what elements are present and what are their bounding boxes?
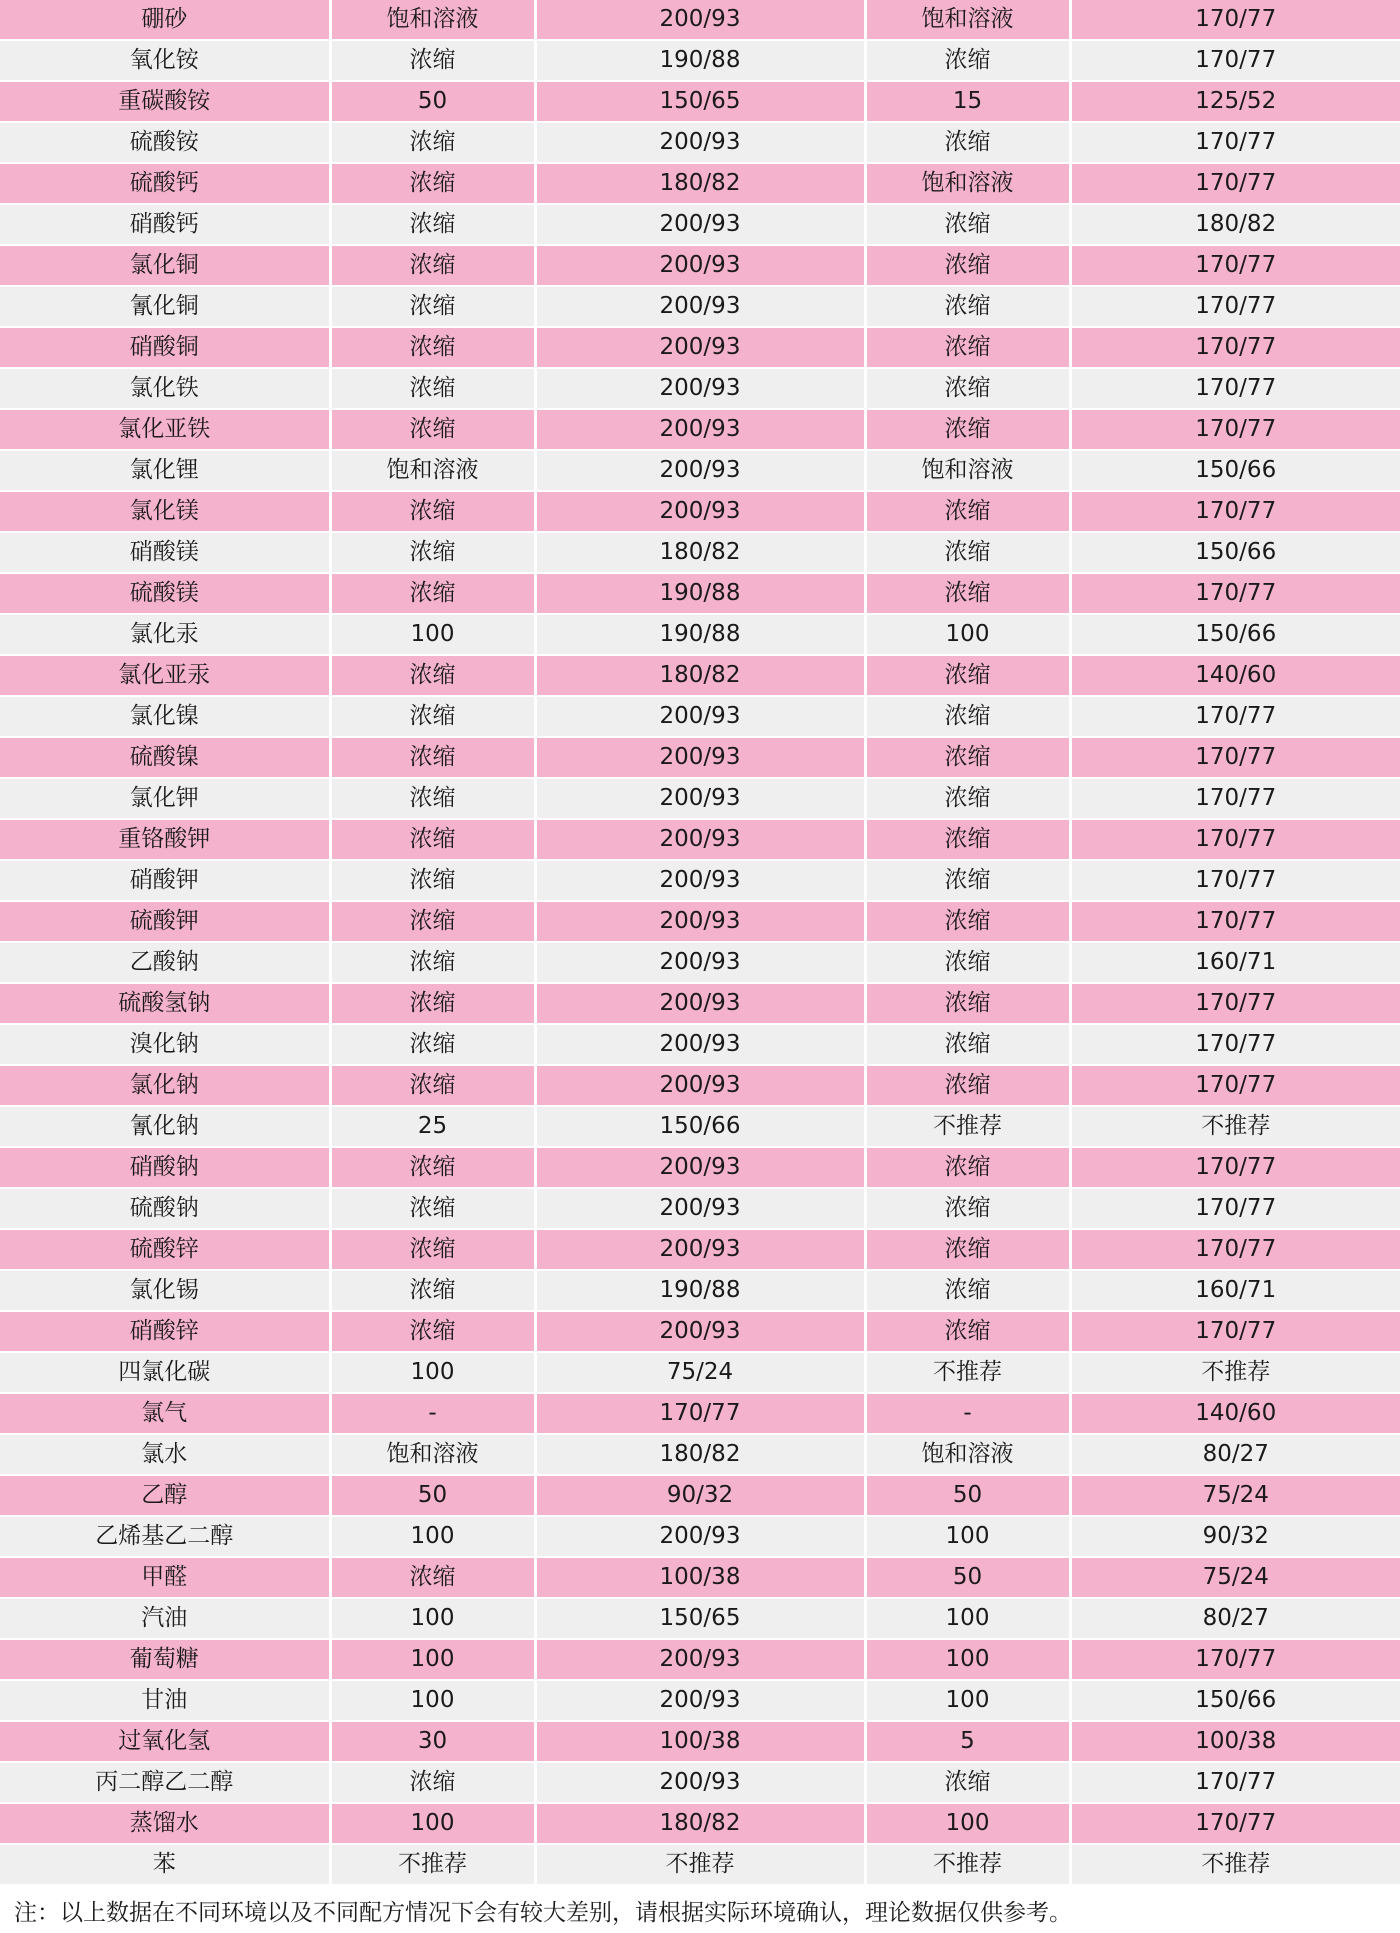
table-row <box>0 614 1400 655</box>
table-row <box>0 1721 1400 1762</box>
table-row <box>0 696 1400 737</box>
concentration-b-cell: 浓缩 <box>865 40 1070 81</box>
table-row <box>0 409 1400 450</box>
concentration-b-cell: 浓缩 <box>865 1065 1070 1106</box>
max-temp-b-cell: 80/27 <box>1070 1598 1400 1639</box>
max-temp-b-cell: 140/60 <box>1070 655 1400 696</box>
chemical-name-cell: 硝酸镁 <box>0 532 330 573</box>
concentration-a-cell: 浓缩 <box>330 901 535 942</box>
concentration-b-cell: 浓缩 <box>865 1147 1070 1188</box>
concentration-a-cell: 浓缩 <box>330 40 535 81</box>
concentration-a-cell: 不推荐 <box>330 1844 535 1885</box>
concentration-a-cell: 浓缩 <box>330 573 535 614</box>
max-temp-a-cell: 200/93 <box>535 245 865 286</box>
chemical-name-cell: 氰化铜 <box>0 286 330 327</box>
max-temp-b-cell: 170/77 <box>1070 860 1400 901</box>
max-temp-a-cell: 200/93 <box>535 696 865 737</box>
concentration-a-cell: 浓缩 <box>330 122 535 163</box>
concentration-a-cell: 50 <box>330 81 535 122</box>
max-temp-b-cell: 170/77 <box>1070 163 1400 204</box>
max-temp-b-cell: 140/60 <box>1070 1393 1400 1434</box>
max-temp-b-cell: 170/77 <box>1070 1229 1400 1270</box>
max-temp-a-cell: 200/93 <box>535 122 865 163</box>
table-row <box>0 1803 1400 1844</box>
concentration-a-cell: 浓缩 <box>330 163 535 204</box>
concentration-a-cell: 浓缩 <box>330 1147 535 1188</box>
concentration-b-cell: 浓缩 <box>865 1024 1070 1065</box>
concentration-b-cell: 不推荐 <box>865 1106 1070 1147</box>
chemical-name-cell: 氯化汞 <box>0 614 330 655</box>
max-temp-a-cell: 200/93 <box>535 368 865 409</box>
table-row <box>0 655 1400 696</box>
max-temp-a-cell: 100/38 <box>535 1721 865 1762</box>
max-temp-a-cell: 200/93 <box>535 409 865 450</box>
chemical-name-cell: 甲醛 <box>0 1557 330 1598</box>
chemical-name-cell: 硫酸镁 <box>0 573 330 614</box>
chemical-name-cell: 重铬酸钾 <box>0 819 330 860</box>
max-temp-b-cell: 160/71 <box>1070 942 1400 983</box>
concentration-a-cell: 浓缩 <box>330 1762 535 1803</box>
chemical-name-cell: 氯化钾 <box>0 778 330 819</box>
table-row <box>0 1434 1400 1475</box>
max-temp-a-cell: 200/93 <box>535 1188 865 1229</box>
max-temp-a-cell: 200/93 <box>535 1065 865 1106</box>
table-row <box>0 1065 1400 1106</box>
table-row <box>0 327 1400 368</box>
chemical-name-cell: 氯化锡 <box>0 1270 330 1311</box>
concentration-a-cell: 浓缩 <box>330 983 535 1024</box>
concentration-b-cell: 浓缩 <box>865 532 1070 573</box>
concentration-b-cell: 浓缩 <box>865 1311 1070 1352</box>
max-temp-a-cell: 150/65 <box>535 81 865 122</box>
table-row <box>0 860 1400 901</box>
table-row <box>0 245 1400 286</box>
max-temp-a-cell: 180/82 <box>535 532 865 573</box>
max-temp-b-cell: 170/77 <box>1070 1024 1400 1065</box>
concentration-b-cell: 饱和溶液 <box>865 450 1070 491</box>
max-temp-a-cell: 200/93 <box>535 286 865 327</box>
table-row <box>0 1475 1400 1516</box>
max-temp-b-cell: 170/77 <box>1070 1639 1400 1680</box>
chemical-name-cell: 葡萄糖 <box>0 1639 330 1680</box>
chemical-name-cell: 硫酸铵 <box>0 122 330 163</box>
max-temp-a-cell: 100/38 <box>535 1557 865 1598</box>
table-row <box>0 901 1400 942</box>
footnote: 注：以上数据在不同环境以及不同配方情况下会有较大差别，请根据实际环境确认，理论数据仅供参考。 <box>14 1900 1072 1926</box>
table-row <box>0 491 1400 532</box>
table-row <box>0 0 1400 40</box>
chemical-name-cell: 乙烯基乙二醇 <box>0 1516 330 1557</box>
max-temp-a-cell: 200/93 <box>535 819 865 860</box>
table-row <box>0 819 1400 860</box>
chemical-name-cell: 硝酸钠 <box>0 1147 330 1188</box>
chemical-name-cell: 甘油 <box>0 1680 330 1721</box>
concentration-b-cell: 浓缩 <box>865 901 1070 942</box>
table-row <box>0 1147 1400 1188</box>
chemical-name-cell: 氯气 <box>0 1393 330 1434</box>
concentration-b-cell: 浓缩 <box>865 286 1070 327</box>
concentration-b-cell: 浓缩 <box>865 245 1070 286</box>
chemical-name-cell: 硝酸钙 <box>0 204 330 245</box>
max-temp-a-cell: 150/65 <box>535 1598 865 1639</box>
chemical-name-cell: 氰化钠 <box>0 1106 330 1147</box>
concentration-a-cell: 30 <box>330 1721 535 1762</box>
chemical-name-cell: 重碳酸铵 <box>0 81 330 122</box>
max-temp-a-cell: 200/93 <box>535 450 865 491</box>
chemical-name-cell: 溴化钠 <box>0 1024 330 1065</box>
max-temp-a-cell: 190/88 <box>535 614 865 655</box>
concentration-b-cell: - <box>865 1393 1070 1434</box>
max-temp-b-cell: 170/77 <box>1070 696 1400 737</box>
concentration-b-cell: 浓缩 <box>865 655 1070 696</box>
chemical-name-cell: 硫酸锌 <box>0 1229 330 1270</box>
concentration-a-cell: 浓缩 <box>330 1065 535 1106</box>
table-row <box>0 40 1400 81</box>
chemical-name-cell: 四氯化碳 <box>0 1352 330 1393</box>
max-temp-a-cell: 200/93 <box>535 983 865 1024</box>
max-temp-a-cell: 200/93 <box>535 1024 865 1065</box>
concentration-b-cell: 100 <box>865 1803 1070 1844</box>
max-temp-b-cell: 170/77 <box>1070 409 1400 450</box>
max-temp-a-cell: 200/93 <box>535 1516 865 1557</box>
max-temp-b-cell: 170/77 <box>1070 901 1400 942</box>
max-temp-b-cell: 150/66 <box>1070 1680 1400 1721</box>
chemical-name-cell: 苯 <box>0 1844 330 1885</box>
max-temp-a-cell: 200/93 <box>535 1311 865 1352</box>
max-temp-b-cell: 170/77 <box>1070 122 1400 163</box>
max-temp-b-cell: 170/77 <box>1070 286 1400 327</box>
max-temp-a-cell: 180/82 <box>535 163 865 204</box>
chemical-name-cell: 硼砂 <box>0 0 330 40</box>
max-temp-a-cell: 不推荐 <box>535 1844 865 1885</box>
max-temp-a-cell: 180/82 <box>535 1434 865 1475</box>
concentration-a-cell: 浓缩 <box>330 327 535 368</box>
max-temp-a-cell: 190/88 <box>535 1270 865 1311</box>
chemical-name-cell: 硫酸钠 <box>0 1188 330 1229</box>
concentration-a-cell: 饱和溶液 <box>330 450 535 491</box>
table-row <box>0 1680 1400 1721</box>
concentration-b-cell: 100 <box>865 1639 1070 1680</box>
concentration-a-cell: 浓缩 <box>330 1557 535 1598</box>
concentration-a-cell: 饱和溶液 <box>330 0 535 40</box>
concentration-a-cell: - <box>330 1393 535 1434</box>
concentration-a-cell: 浓缩 <box>330 1024 535 1065</box>
concentration-a-cell: 50 <box>330 1475 535 1516</box>
max-temp-a-cell: 200/93 <box>535 1229 865 1270</box>
concentration-a-cell: 浓缩 <box>330 778 535 819</box>
chemical-name-cell: 氯化铜 <box>0 245 330 286</box>
max-temp-b-cell: 180/82 <box>1070 204 1400 245</box>
table-row <box>0 983 1400 1024</box>
max-temp-b-cell: 170/77 <box>1070 819 1400 860</box>
chemical-name-cell: 丙二醇乙二醇 <box>0 1762 330 1803</box>
concentration-b-cell: 浓缩 <box>865 737 1070 778</box>
max-temp-a-cell: 170/77 <box>535 1393 865 1434</box>
max-temp-b-cell: 170/77 <box>1070 368 1400 409</box>
table-row <box>0 737 1400 778</box>
chemical-name-cell: 硫酸镍 <box>0 737 330 778</box>
max-temp-a-cell: 200/93 <box>535 1147 865 1188</box>
max-temp-a-cell: 200/93 <box>535 901 865 942</box>
concentration-b-cell: 饱和溶液 <box>865 1434 1070 1475</box>
table-row <box>0 1762 1400 1803</box>
concentration-a-cell: 浓缩 <box>330 491 535 532</box>
concentration-a-cell: 浓缩 <box>330 245 535 286</box>
concentration-b-cell: 浓缩 <box>865 1762 1070 1803</box>
concentration-b-cell: 浓缩 <box>865 942 1070 983</box>
concentration-b-cell: 浓缩 <box>865 368 1070 409</box>
table-row <box>0 1639 1400 1680</box>
max-temp-b-cell: 170/77 <box>1070 245 1400 286</box>
chemical-name-cell: 汽油 <box>0 1598 330 1639</box>
concentration-a-cell: 100 <box>330 1680 535 1721</box>
max-temp-b-cell: 150/66 <box>1070 614 1400 655</box>
concentration-b-cell: 50 <box>865 1557 1070 1598</box>
concentration-b-cell: 100 <box>865 1598 1070 1639</box>
max-temp-b-cell: 90/32 <box>1070 1516 1400 1557</box>
max-temp-b-cell: 170/77 <box>1070 573 1400 614</box>
max-temp-b-cell: 170/77 <box>1070 1803 1400 1844</box>
concentration-a-cell: 25 <box>330 1106 535 1147</box>
max-temp-b-cell: 170/77 <box>1070 1311 1400 1352</box>
concentration-b-cell: 15 <box>865 81 1070 122</box>
concentration-a-cell: 浓缩 <box>330 1188 535 1229</box>
table-row <box>0 1598 1400 1639</box>
max-temp-b-cell: 170/77 <box>1070 983 1400 1024</box>
max-temp-b-cell: 100/38 <box>1070 1721 1400 1762</box>
max-temp-a-cell: 200/93 <box>535 778 865 819</box>
table-row <box>0 122 1400 163</box>
concentration-a-cell: 100 <box>330 1516 535 1557</box>
concentration-a-cell: 100 <box>330 614 535 655</box>
chemical-name-cell: 氯化亚铁 <box>0 409 330 450</box>
chemical-name-cell: 氯化铁 <box>0 368 330 409</box>
max-temp-a-cell: 200/93 <box>535 327 865 368</box>
chemical-name-cell: 氯化锂 <box>0 450 330 491</box>
chemical-name-cell: 硫酸钙 <box>0 163 330 204</box>
concentration-b-cell: 100 <box>865 1516 1070 1557</box>
table-row <box>0 1270 1400 1311</box>
concentration-a-cell: 浓缩 <box>330 819 535 860</box>
concentration-b-cell: 浓缩 <box>865 819 1070 860</box>
table-row <box>0 163 1400 204</box>
concentration-b-cell: 浓缩 <box>865 122 1070 163</box>
concentration-b-cell: 浓缩 <box>865 491 1070 532</box>
table-row <box>0 1229 1400 1270</box>
table-row <box>0 532 1400 573</box>
concentration-b-cell: 浓缩 <box>865 983 1070 1024</box>
concentration-a-cell: 100 <box>330 1639 535 1680</box>
concentration-a-cell: 浓缩 <box>330 1229 535 1270</box>
max-temp-b-cell: 170/77 <box>1070 737 1400 778</box>
concentration-b-cell: 浓缩 <box>865 696 1070 737</box>
max-temp-a-cell: 200/93 <box>535 737 865 778</box>
concentration-b-cell: 浓缩 <box>865 204 1070 245</box>
concentration-b-cell: 浓缩 <box>865 778 1070 819</box>
max-temp-b-cell: 125/52 <box>1070 81 1400 122</box>
max-temp-b-cell: 160/71 <box>1070 1270 1400 1311</box>
chemical-name-cell: 氯化亚汞 <box>0 655 330 696</box>
max-temp-a-cell: 200/93 <box>535 491 865 532</box>
concentration-b-cell: 不推荐 <box>865 1844 1070 1885</box>
table-row <box>0 573 1400 614</box>
chemical-name-cell: 过氧化氢 <box>0 1721 330 1762</box>
chemical-name-cell: 硝酸铜 <box>0 327 330 368</box>
table-row <box>0 1352 1400 1393</box>
concentration-b-cell: 100 <box>865 614 1070 655</box>
chemical-name-cell: 氯化镁 <box>0 491 330 532</box>
concentration-a-cell: 饱和溶液 <box>330 1434 535 1475</box>
chemical-name-cell: 氯水 <box>0 1434 330 1475</box>
max-temp-b-cell: 170/77 <box>1070 0 1400 40</box>
max-temp-a-cell: 75/24 <box>535 1352 865 1393</box>
concentration-b-cell: 浓缩 <box>865 1229 1070 1270</box>
concentration-b-cell: 浓缩 <box>865 860 1070 901</box>
max-temp-b-cell: 80/27 <box>1070 1434 1400 1475</box>
chemical-name-cell: 硫酸钾 <box>0 901 330 942</box>
chemical-name-cell: 硝酸钾 <box>0 860 330 901</box>
table-row <box>0 1516 1400 1557</box>
concentration-b-cell: 浓缩 <box>865 573 1070 614</box>
max-temp-b-cell: 75/24 <box>1070 1557 1400 1598</box>
max-temp-a-cell: 200/93 <box>535 1680 865 1721</box>
max-temp-a-cell: 180/82 <box>535 655 865 696</box>
concentration-a-cell: 浓缩 <box>330 1270 535 1311</box>
chemical-name-cell: 硝酸锌 <box>0 1311 330 1352</box>
max-temp-b-cell: 150/66 <box>1070 450 1400 491</box>
max-temp-b-cell: 170/77 <box>1070 1065 1400 1106</box>
chemical-name-cell: 氯化镍 <box>0 696 330 737</box>
max-temp-b-cell: 170/77 <box>1070 1188 1400 1229</box>
max-temp-a-cell: 190/88 <box>535 40 865 81</box>
chemical-name-cell: 氯化钠 <box>0 1065 330 1106</box>
table-row <box>0 1106 1400 1147</box>
chemical-name-cell: 硫酸氢钠 <box>0 983 330 1024</box>
chemical-name-cell: 乙醇 <box>0 1475 330 1516</box>
max-temp-a-cell: 200/93 <box>535 1639 865 1680</box>
max-temp-b-cell: 170/77 <box>1070 1762 1400 1803</box>
table-row <box>0 204 1400 245</box>
table-row <box>0 942 1400 983</box>
max-temp-a-cell: 150/66 <box>535 1106 865 1147</box>
table-row <box>0 286 1400 327</box>
concentration-a-cell: 浓缩 <box>330 204 535 245</box>
concentration-b-cell: 5 <box>865 1721 1070 1762</box>
concentration-a-cell: 浓缩 <box>330 532 535 573</box>
table-row <box>0 1188 1400 1229</box>
max-temp-b-cell: 170/77 <box>1070 778 1400 819</box>
concentration-b-cell: 浓缩 <box>865 1270 1070 1311</box>
concentration-b-cell: 饱和溶液 <box>865 0 1070 40</box>
concentration-b-cell: 浓缩 <box>865 1188 1070 1229</box>
concentration-b-cell: 100 <box>865 1680 1070 1721</box>
max-temp-a-cell: 200/93 <box>535 1762 865 1803</box>
max-temp-b-cell: 不推荐 <box>1070 1352 1400 1393</box>
table-row <box>0 1024 1400 1065</box>
concentration-a-cell: 浓缩 <box>330 860 535 901</box>
concentration-a-cell: 100 <box>330 1803 535 1844</box>
max-temp-a-cell: 90/32 <box>535 1475 865 1516</box>
max-temp-b-cell: 170/77 <box>1070 40 1400 81</box>
table-row <box>0 1557 1400 1598</box>
table-row <box>0 1311 1400 1352</box>
concentration-b-cell: 浓缩 <box>865 409 1070 450</box>
concentration-b-cell: 50 <box>865 1475 1070 1516</box>
chemical-name-cell: 氧化铵 <box>0 40 330 81</box>
concentration-b-cell: 浓缩 <box>865 327 1070 368</box>
concentration-a-cell: 100 <box>330 1598 535 1639</box>
concentration-a-cell: 浓缩 <box>330 737 535 778</box>
max-temp-a-cell: 200/93 <box>535 860 865 901</box>
table-row <box>0 368 1400 409</box>
concentration-b-cell: 不推荐 <box>865 1352 1070 1393</box>
table-row <box>0 81 1400 122</box>
max-temp-b-cell: 不推荐 <box>1070 1106 1400 1147</box>
concentration-a-cell: 浓缩 <box>330 1311 535 1352</box>
concentration-a-cell: 100 <box>330 1352 535 1393</box>
chemical-name-cell: 乙酸钠 <box>0 942 330 983</box>
concentration-a-cell: 浓缩 <box>330 286 535 327</box>
concentration-a-cell: 浓缩 <box>330 655 535 696</box>
max-temp-b-cell: 150/66 <box>1070 532 1400 573</box>
max-temp-a-cell: 200/93 <box>535 942 865 983</box>
max-temp-b-cell: 不推荐 <box>1070 1844 1400 1885</box>
max-temp-a-cell: 190/88 <box>535 573 865 614</box>
max-temp-b-cell: 170/77 <box>1070 1147 1400 1188</box>
table-row <box>0 450 1400 491</box>
max-temp-b-cell: 170/77 <box>1070 491 1400 532</box>
concentration-a-cell: 浓缩 <box>330 368 535 409</box>
concentration-b-cell: 饱和溶液 <box>865 163 1070 204</box>
max-temp-a-cell: 200/93 <box>535 0 865 40</box>
chemical-name-cell: 蒸馏水 <box>0 1803 330 1844</box>
table-row <box>0 1393 1400 1434</box>
concentration-a-cell: 浓缩 <box>330 942 535 983</box>
table-row <box>0 1844 1400 1885</box>
concentration-a-cell: 浓缩 <box>330 696 535 737</box>
max-temp-a-cell: 180/82 <box>535 1803 865 1844</box>
table-row <box>0 778 1400 819</box>
max-temp-b-cell: 170/77 <box>1070 327 1400 368</box>
max-temp-a-cell: 200/93 <box>535 204 865 245</box>
concentration-a-cell: 浓缩 <box>330 409 535 450</box>
max-temp-b-cell: 75/24 <box>1070 1475 1400 1516</box>
